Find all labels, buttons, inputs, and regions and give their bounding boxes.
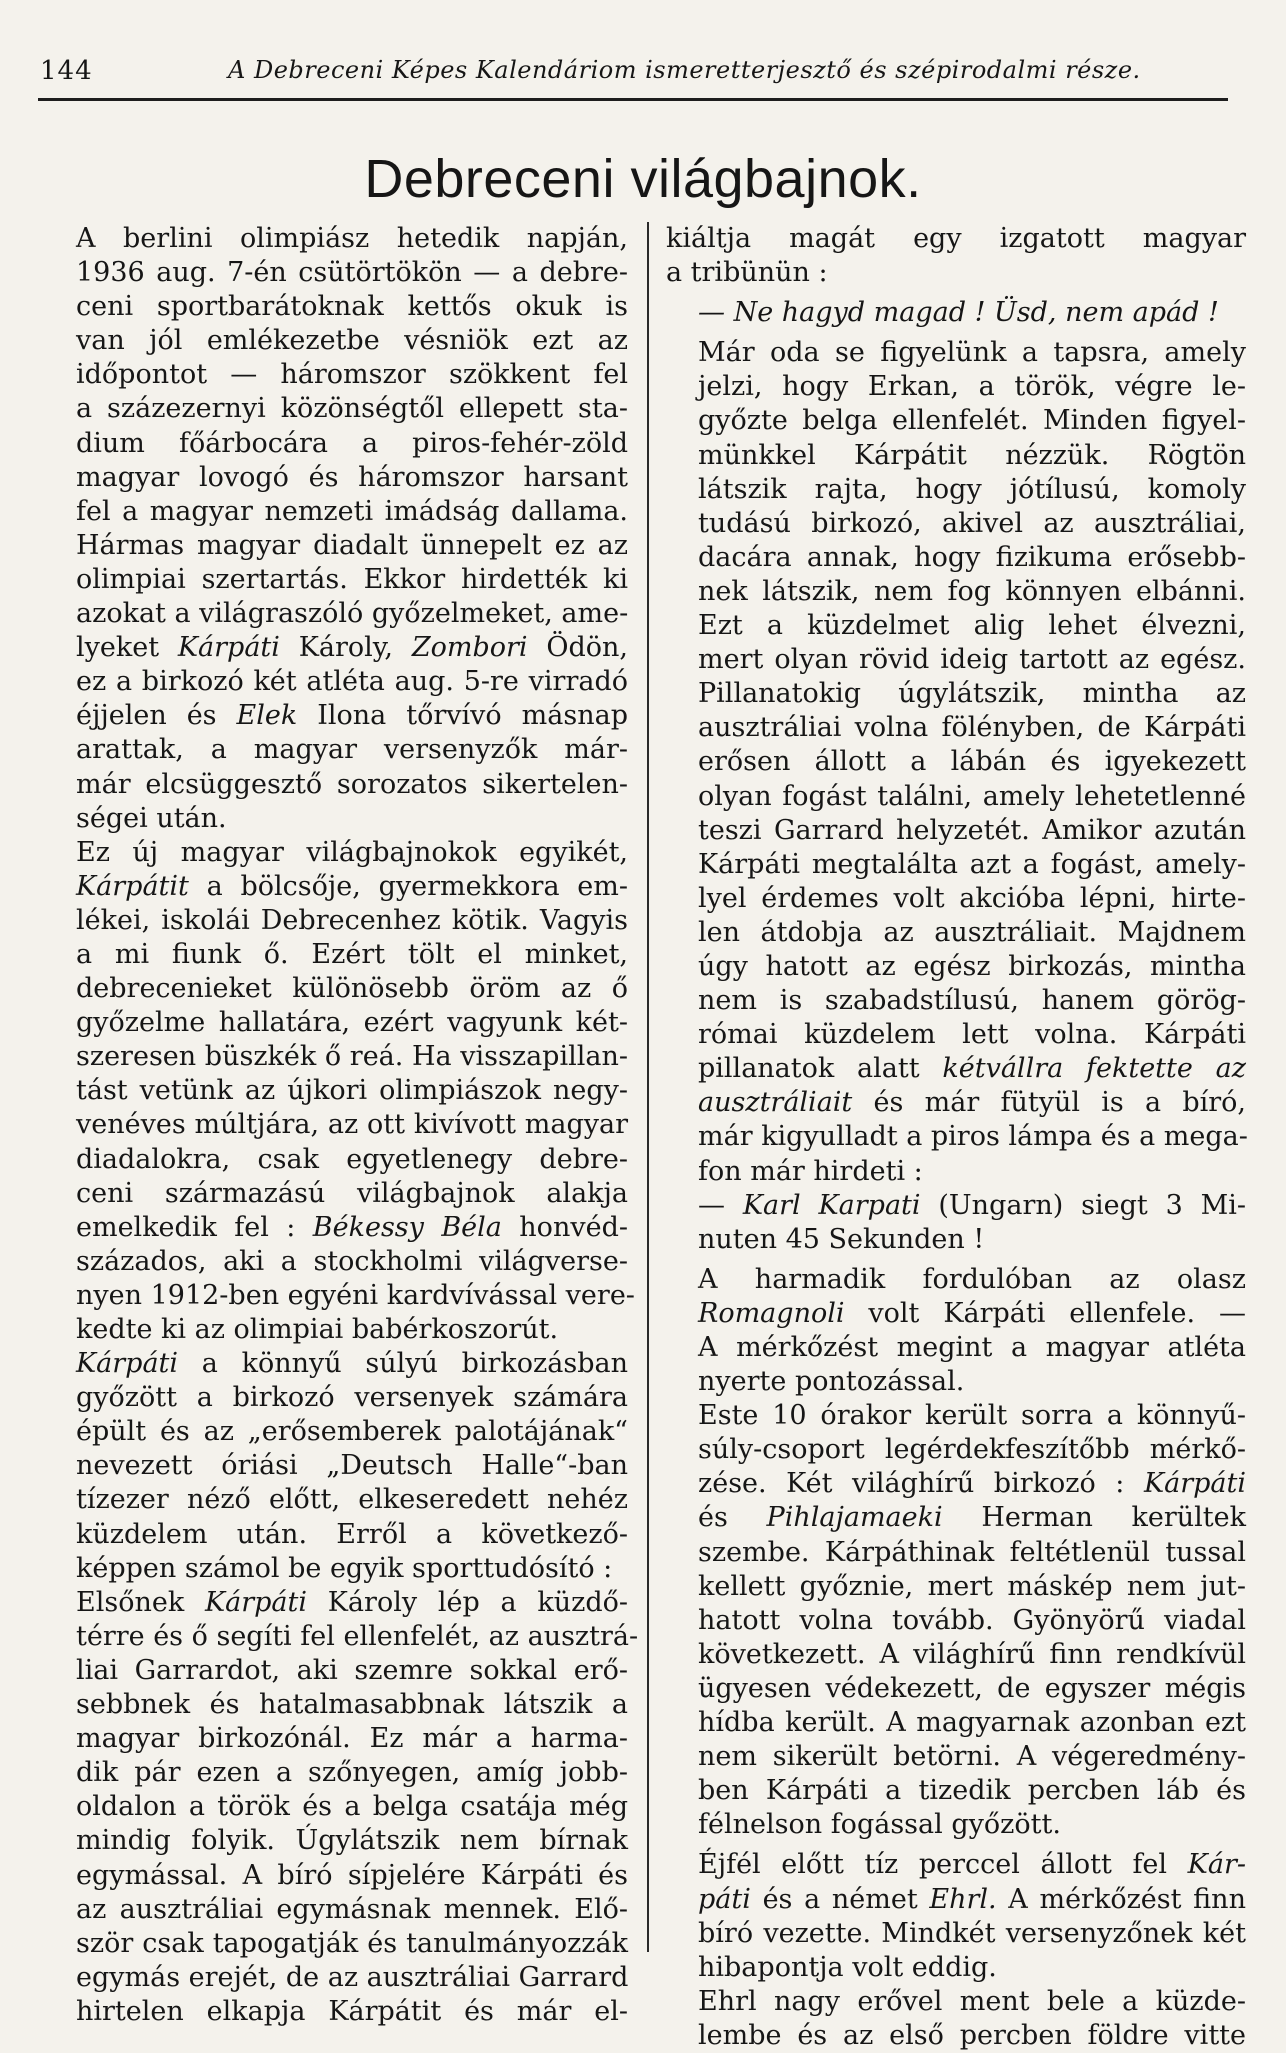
- shout-quote: — Ne hagyd magad ! Üsd, nem apád !: [698, 297, 1219, 329]
- column-divider: [647, 222, 649, 1952]
- name-bekessy: Békessy Béla: [312, 1211, 502, 1243]
- page-number: 144: [40, 56, 93, 86]
- paragraph: Este 10 órakor került sorra a könnyű- súly-csoport legérdekfeszítőbb mérkő- zése. Két világhírű birkozó : Kárpáti és Pihlajamaeki Herman kerültek szembe. Kárpáthinak feltétlenül tussal kellett győznie, mert máskép nem jut- hatott volna tovább. Gyönyörű viadal következett. A világhírű finn rendkívül ügyesen védekezett, de egyszer mégis hídba került. A magyarnak azonban ezt nem sikerült betörni. A végeredmény- ben Kárpáti a tizedik percben láb és félnelson fogással győzött.: [698, 1400, 1246, 1841]
- name-karl-karpati: Karl Karpati: [742, 1189, 921, 1221]
- paragraph: Elsőnek Kárpáti Károly lép a küzdő- térre és ő segíti fel ellenfelét, az ausztrá- liai Garrardot, aki szemre sokkal erő- sebbnek és hatalmasabbnak látszik a magyar birkozónál. Ez már a harma- dik pár ezen a szőnyegen, amíg jobb- oldalon a török és a belga csatája még mindig folyik. Úgylátszik nem bírnak egymással. A bíró sípjelére Kárpáti és az ausztráliai egymásnak mennek. Elő- ször csak tapogatják és tanulmányozzák egymás erejét, de az ausztráliai Garrard hirtelen elkapja Kárpátit és már el-: [76, 1586, 639, 2027]
- name-romagnoli: Romagnoli: [698, 1297, 845, 1329]
- paragraph: kiáltja magát egy izgatott magyar a tribünün :: [666, 223, 1246, 289]
- name-ehrl: Ehrl.: [929, 1883, 997, 1915]
- quote-paragraph: [666, 296, 1246, 330]
- left-column: [44, 222, 639, 2029]
- paragraph: Éjfél előtt tíz perccel állott fel Kár- páti és a német Ehrl. A mérkőzést finn bíró vezette. Mindkét versenyzőnek két hibapontja volt eddig.: [698, 1849, 1246, 1983]
- paragraph: A berlini olimpiász hetedik napján, 1936 aug. 7-én csütörtökön — a debre- ceni sportbarátoknak kettős okuk is van jól emlékezetbe vésniök ezt az időpontot — háromszor szökkent fel a százezernyi közönségtől ellepett sta- dium főárbocára a piros-fehér-zöld magyar lovogó és háromszor harsant fel a magyar nemzeti imádság dallama. Hármas magyar diadalt ünnepelt ez az olimpiai szertartás. Ekkor hirdették ki azokat a világraszóló győzelmeket, ame- lyeket Kárpáti Károly, Zombori Ödön, ez a birkozó két atléta aug. 5-re virradó éjjelen és Elek Ilona tőrvívó másnap arattak, a magyar versenyzők már- már elcsüggesztő sorozatos sikertelen- ségei után.: [76, 223, 629, 834]
- name-pihlajamaeki: Pihlajamaeki: [766, 1502, 943, 1534]
- paragraph: Már oda se figyelünk a tapsra, amely jelzi, hogy Erkan, a török, végre le- győzte belga ellenfelét. Minden figyel- münkkel Kárpátit nézzük. Rögtön látszik rajta, hogy jótílusú, komoly tudású birkozó, akivel az ausztráliai, dacára annak, hogy fizikuma erősebb- nek látszik, nem fog könnyen elbánni. Ezt a küzdelmet alig lehet élvezni, mert olyan rövid ideig tartott az egész. Pillanatokig úgylátszik, mintha az ausztráliai volna fölényben, de Kárpáti erősen állott a lábán és igyekezett olyan fogást találni, amely lehetetlenné teszi Garrard helyzetét. Amikor azután Kárpáti megtalálta azt a fogást, amely- lyel érdemes volt akcióba lépni, hirte- len átdobja az ausztráliait. Majdnem úgy hatott az egész birkozás, mintha nem is szabadstílusú, hanem görög- római küzdelem lett volna. Kárpáti pillanatok alatt kétvállra fektette az ausztráliait és már fütyül is a bíró, már kigyulladt a piros lámpa és a mega- fon már hirdeti :: [698, 337, 1248, 1187]
- paragraph: Ez új magyar világbajnokok egyikét, Kárpátit a bölcsője, gyermekkora em- lékei, iskolái Debrecenhez kötik. Vagyis a mi fiunk ő. Ezért tölt el minket, debrecenieket különösebb öröm az ő győzelme hallatára, ezért vagyunk két- szeresen büszkék ő reá. Ha visszapillan- tást vetünk az újkori olimpiászok negy- venéves múltjára, az ott kivívott magyar diadalokra, csak egyetlenegy debre- ceni származású világbajnok alakja emelkedik fel : Békessy Béla honvéd- százados, aki a stockholmi világverse- nyen 1912-ben egyéni kardvívással vere- kedte ki az olimpiai babérkoszorút.: [76, 836, 635, 1345]
- paragraph: — Karl Karpati (Ungarn) siegt 3 Mi- nuten 45 Sekunden !: [698, 1189, 1246, 1255]
- paragraph: Ehrl nagy erővel ment bele a küzde- lembe és az első percben földre vitte: [698, 1985, 1246, 2051]
- article-title: Debreceni világbajnok.: [364, 149, 922, 209]
- page-header: [38, 48, 1228, 101]
- running-title: A Debreceni Képes Kalendáriom ismeretterjesztő és szépirodalmi része.: [228, 56, 1141, 84]
- paragraph: A harmadik fordulóban az olasz Romagnoli volt Kárpáti ellenfele. — A mérkőzést megint a magyar atléta nyerte pontozással.: [698, 1263, 1246, 1398]
- name-karpati: Kárpáti: [177, 632, 280, 664]
- paragraph: Kárpáti a könnyű súlyú birkozásban győzött a birkozó versenyek számára épült és az „erősemberek palotájának“ nevezett óriási „Deutsch Halle“-ban tízezer néző előtt, elkeseredett nehéz küzdelem után. Erről a következő- képpen számol be egyik sporttudósító :: [76, 1348, 628, 1584]
- name-elek: Elek: [236, 700, 298, 732]
- name-zombori: Zombori: [411, 632, 528, 664]
- right-column: [666, 222, 1246, 2053]
